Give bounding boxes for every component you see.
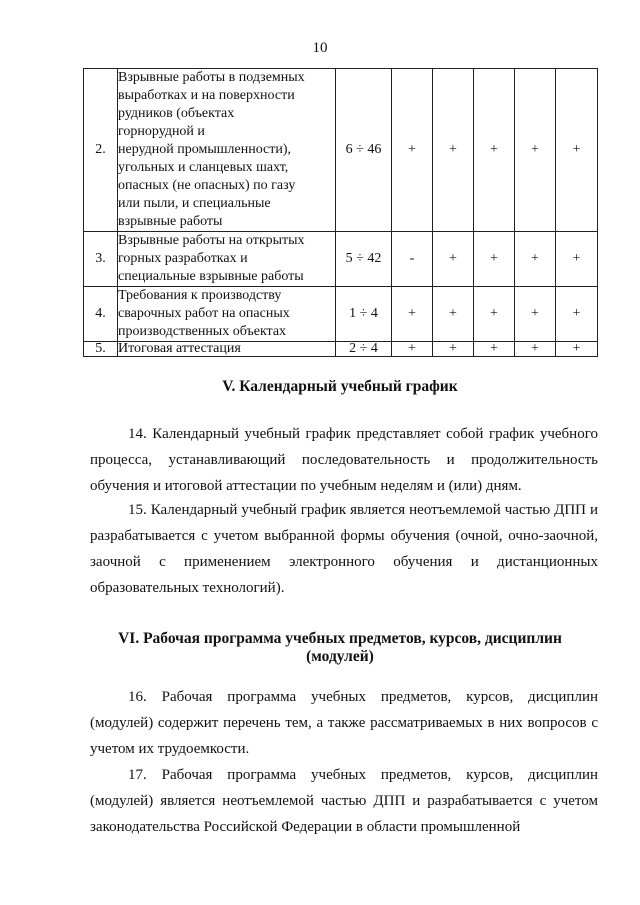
row-number: 5. <box>84 342 118 357</box>
row-title <box>118 232 336 287</box>
row-mark: + <box>433 287 474 342</box>
row-title-line: Требования к производству <box>118 288 282 303</box>
row-mark: + <box>515 287 556 342</box>
paragraph-17 <box>90 762 598 840</box>
row-title-line: сварочных работ на опасных <box>118 306 290 321</box>
paragraph-15 <box>90 497 598 601</box>
row-title-line: Взрывные работы в подземных <box>118 70 305 85</box>
section-5-title: V. Календарный учебный график <box>222 378 458 395</box>
row-mark: + <box>515 69 556 232</box>
section-6-title-line1: VI. Рабочая программа учебных предметов, курсов, дисциплин <box>118 630 562 647</box>
row-hours: 6 ÷ 46 <box>336 69 392 232</box>
paragraph-16 <box>90 684 598 762</box>
paragraph-14 <box>90 421 598 499</box>
row-mark: + <box>392 69 433 232</box>
row-hours: 5 ÷ 42 <box>336 232 392 287</box>
section-6-title <box>80 630 600 666</box>
row-mark: + <box>474 287 515 342</box>
row-number: 2. <box>84 69 118 232</box>
row-mark: + <box>556 342 598 357</box>
table-row <box>84 69 598 232</box>
row-hours: 1 ÷ 4 <box>336 287 392 342</box>
curriculum-table <box>83 68 598 357</box>
curriculum-table-body <box>84 69 598 357</box>
row-title-line: или пыли, и специальные <box>118 196 271 211</box>
paragraph-17-text: 17. Рабочая программа учебных предметов, курсов, дисциплин (модулей) является неотъемлемой частью ДПП и разрабатывается с учетом законодательства Российской Федерации в области промышленной <box>90 767 598 835</box>
page-number: 10 <box>312 40 328 56</box>
paragraph-15-text: 15. Календарный учебный график является неотъемлемой частью ДПП и разрабатывается с учетом выбранной формы обучения (очной, очно-заочной, заочной с применением электронного обучения и дистанционных образовательных технологий). <box>90 502 598 596</box>
row-mark: - <box>392 232 433 287</box>
row-title-line: угольных и сланцевых шахт, <box>118 160 289 175</box>
row-mark: + <box>556 69 598 232</box>
row-title-line: Взрывные работы на открытых <box>118 233 305 248</box>
row-title <box>118 287 336 342</box>
row-mark: + <box>515 232 556 287</box>
paragraph-14-text: 14. Календарный учебный график представляет собой график учебного процесса, устанавливающий последовательность и продолжительность обучения и итоговой аттестации по учебным неделям и (или) дням. <box>90 426 598 494</box>
row-mark: + <box>474 69 515 232</box>
row-mark: + <box>433 69 474 232</box>
row-title-line: рудников (объектах <box>118 106 235 121</box>
row-mark: + <box>556 232 598 287</box>
row-mark: + <box>474 342 515 357</box>
row-number: 3. <box>84 232 118 287</box>
section-6-title-line2: (модулей) <box>306 648 374 665</box>
row-title-line: горнорудной и <box>118 124 205 139</box>
row-title-line: выработках и на поверхности <box>118 88 295 103</box>
row-title <box>118 69 336 232</box>
row-mark: + <box>433 342 474 357</box>
row-title-line: специальные взрывные работы <box>118 269 304 284</box>
row-mark: + <box>474 232 515 287</box>
table-row <box>84 342 598 357</box>
row-title-line: производственных объектах <box>118 324 287 339</box>
table-row <box>84 232 598 287</box>
paragraph-16-text: 16. Рабочая программа учебных предметов, курсов, дисциплин (модулей) содержит перечень тем, а также рассматриваемых в них вопросов с учетом их трудоемкости. <box>90 689 598 757</box>
row-mark: + <box>392 342 433 357</box>
row-title-line: нерудной промышленности), <box>118 142 292 157</box>
row-title <box>118 342 336 357</box>
row-hours: 2 ÷ 4 <box>336 342 392 357</box>
row-mark: + <box>515 342 556 357</box>
row-title-line: взрывные работы <box>118 214 223 229</box>
row-title-line: Итоговая аттестация <box>118 341 241 356</box>
row-mark: + <box>433 232 474 287</box>
row-title-line: горных разработках и <box>118 251 248 266</box>
row-mark: + <box>556 287 598 342</box>
table-row <box>84 287 598 342</box>
row-number: 4. <box>84 287 118 342</box>
row-mark: + <box>392 287 433 342</box>
row-title-line: опасных (не опасных) по газу <box>118 178 296 193</box>
